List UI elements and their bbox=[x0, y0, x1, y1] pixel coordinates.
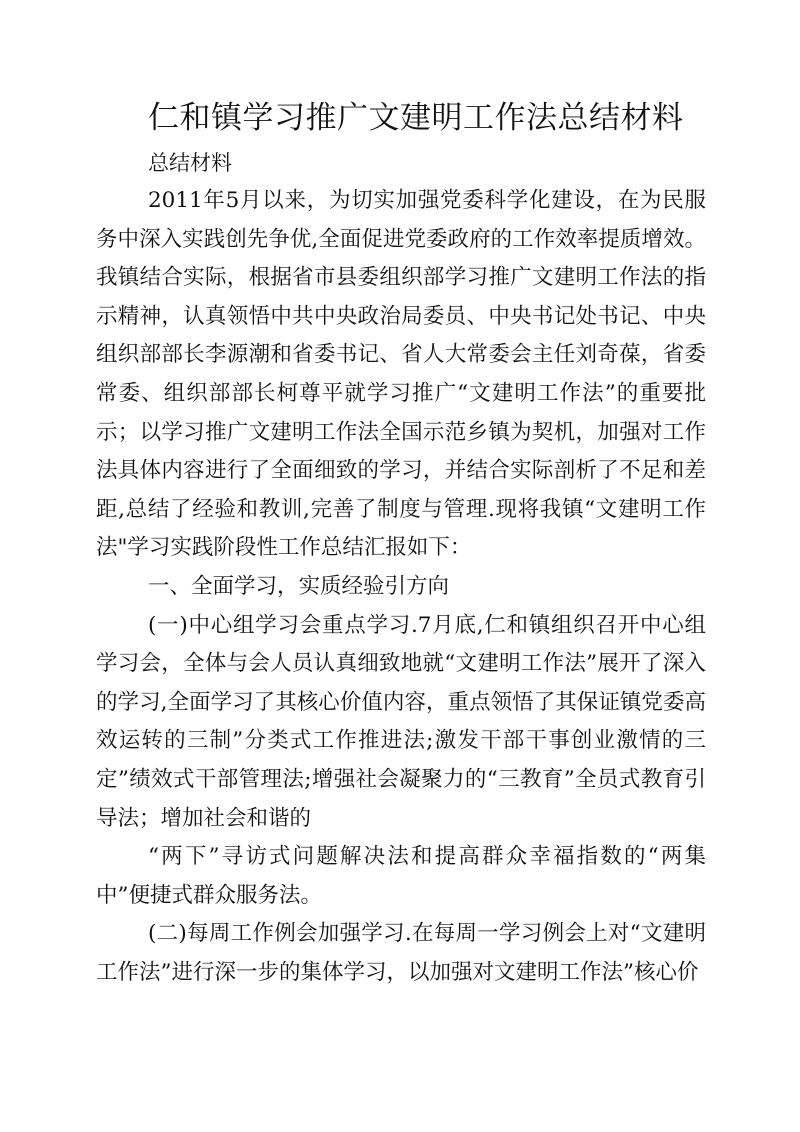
document-title: 仁和镇学习推广文建明工作法总结材料 bbox=[148, 100, 684, 136]
paragraph-section-1-1: (一)中心组学习会重点学习.7月底,仁和镇组织召开中心组学习会，全体与会人员认真细致地就“文建明工作法”展开了深入的学习,全面学习了其核心价值内容，重点领悟了其保证镇党委高效运转的三制”分类式工作推进法;激发干部干事创业激情的三定”绩效式干部管理法;增强社会凝聚力的“三教育”全员式教育引导法；增加社会和谐的 bbox=[96, 612, 706, 831]
paragraph-section-1-1-cont: “两下”寻访式问题解决法和提高群众幸福指数的“两集中”便捷式群众服务法。 bbox=[96, 844, 706, 908]
paragraph-section-1-2: (二)每周工作例会加强学习.在每周一学习例会上对“文建明工作法”进行深一步的集体学习，以加强对文建明工作法”核心价 bbox=[96, 921, 706, 985]
document-subtitle: 总结材料 bbox=[148, 151, 232, 175]
paragraph-intro: 2011年5月以来，为切实加强党委科学化建设，在为民服务中深入实践创先争优,全面促进党委政府的工作效率提质增效。我镇结合实际，根据省市县委组织部学习推广文建明工作法的指示精神，认真领悟中共中央政治局委员、中央书记处书记、中央组织部部长李源潮和省委书记、省人大常委会主任刘奇葆，省委常委、组织部部长柯尊平就学习推广“文建明工作法”的重要批示；以学习推广文建明工作法全国示范乡镇为契机，加强对工作法具体内容进行了全面细致的学习，并结合实际剖析了不足和差距,总结了经验和教训,完善了制度与管理.现将我镇“文建明工作法"学习实践阶段性工作总结汇报如下： bbox=[96, 188, 706, 561]
section-heading-1: 一、全面学习，实质经验引方向 bbox=[148, 573, 450, 599]
document-body bbox=[96, 182, 706, 992]
